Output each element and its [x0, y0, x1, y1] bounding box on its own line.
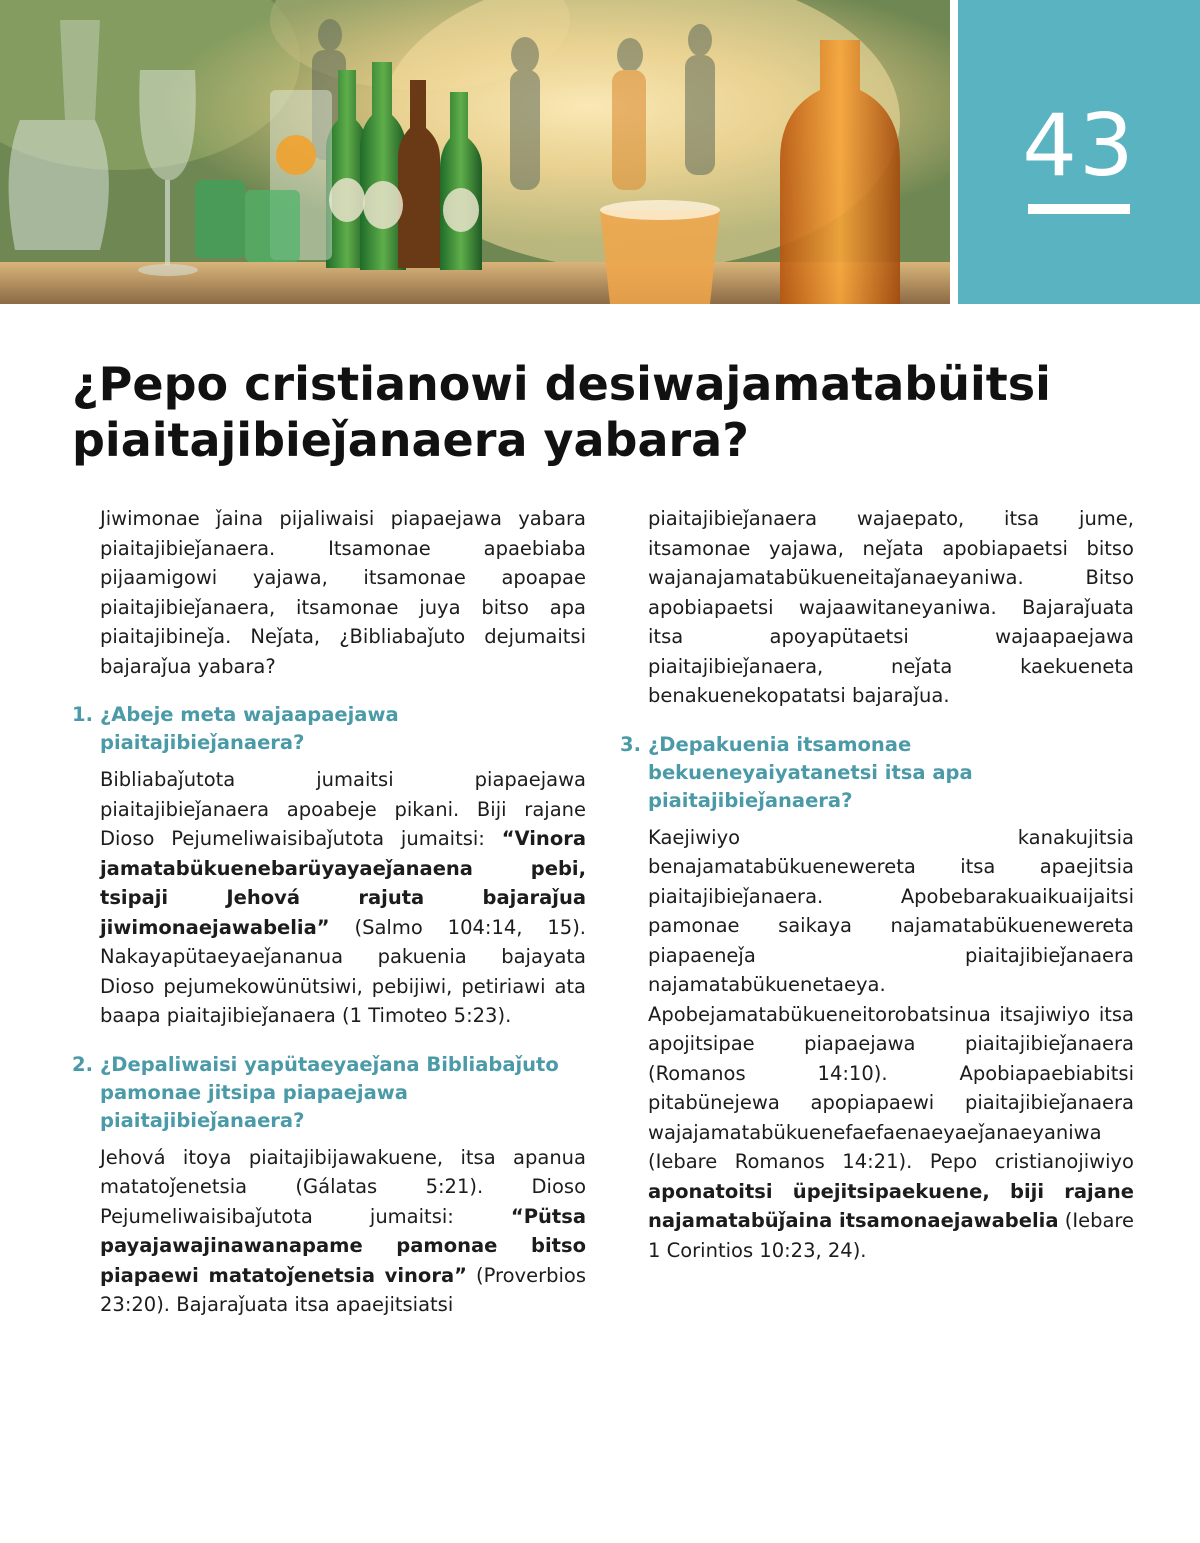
- question-number: 1.: [72, 703, 93, 726]
- key-point: aponatoitsi üpejitsipaekuene, biji rajane najamatabüǰaina itsamonaejawabelia: [648, 1179, 1134, 1232]
- answer-text: (Salmo 104:14, 15). Nakayapütaeyaeǰananua pakuenia bajayata Dioso pejumekowünütsiwi, pebijiwi, petiriawi ata baapa piaitajibieǰanaera (1 Timoteo 5:23).: [100, 915, 586, 1027]
- question-number: 2.: [72, 1052, 93, 1076]
- question-3-heading: [620, 731, 1134, 815]
- answer-text: (Proverbios 23:20). Bajaraǰuata itsa apaejitsiatsi: [100, 1263, 586, 1316]
- intro-paragraph: Jiwimonae ǰaina pijaliwaisi piapaejawa yabara piaitajibieǰanaera. Itsamonae apaebiaba pijaamigowi yajawa, itsamonae apoapae piaitajibieǰanaera, itsamonae juya bitso apa piaitajibineǰa. Neǰata, ¿Bibliabaǰuto dejumaitsi bajaraǰua yabara?: [100, 507, 586, 678]
- answer-text: Kaejiwiyo kanakujitsia benajamatabükuenewereta itsa apaejitsia piaitajibieǰanaera. Apobebarakuaikuaijaitsi pamonae saikaya najamatabükuenewereta piapaeneǰa piaitajibieǰanaera najamatabükuenetaeya. Apobejamatabükueneitorobatsinua itsajiwiyo itsa apojitsipae piapaejawa piaitajibieǰanaera (Romanos 14:10). Apobiapaebiabitsi pitabünejewa apopiapaewi piaitajibieǰanaera wajajamatabükuenefaefaenaeyaeǰanaeyaniwa (Iebare Romanos 14:21). Pepo cristianojiwiyo: [648, 825, 1134, 1173]
- scripture-quote: “Pütsa payajawajinawanapame pamonae bitso piapaewi matatoǰenetsia vinora”: [100, 1204, 586, 1287]
- right-column: [620, 504, 1134, 1285]
- answer-3-paragraph: [648, 823, 1134, 1266]
- lesson-number: 43: [1022, 96, 1136, 196]
- scripture-quote: “Vinora jamatabükuenebarüyayaeǰanaena pebi, tsipaji Jehová rajuta bajaraǰua jiwimonaejawabelia”: [100, 827, 586, 939]
- header-photo: [0, 0, 950, 304]
- question-text: ¿Depaliwaisi yapütaeyaeǰana Bibliabaǰuto pamonae jitsipa piapaejawa piaitajibieǰanaera?: [100, 1052, 559, 1132]
- question-number: 3.: [620, 732, 641, 756]
- answer-1-paragraph: [100, 765, 586, 1031]
- party-drinks-photo: [0, 0, 950, 304]
- left-column: [72, 504, 586, 1340]
- answer-text: Jehová itoya piaitajibijawakuene, itsa apanua matatoǰenetsia (Gálatas 5:21). Dioso Pejumeliwaisibaǰutota jumaitsi:: [100, 1145, 586, 1228]
- lesson-number-underline: [1028, 204, 1130, 214]
- question-1-heading: [72, 701, 586, 757]
- question-text: ¿Abeje meta wajaapaejawa piaitajibieǰanaera?: [100, 703, 399, 754]
- question-text: ¿Depakuenia itsamonae bekueneyaiyatanetsi itsa apa piaitajibieǰanaera?: [648, 732, 973, 812]
- answer-text: Bibliabaǰutota jumaitsi piapaejawa piaitajibieǰanaera apoabeje pikani. Biji rajane Dioso Pejumeliwaisibaǰutota jumaitsi:: [100, 768, 586, 850]
- answer-text: (Iebare 1 Corintios 10:23, 24).: [648, 1209, 1134, 1262]
- lesson-number-tab: [958, 0, 1200, 304]
- answer-2-continued: piaitajibieǰanaera wajaepato, itsa jume, itsamonae yajawa, neǰata apobiapaetsi bitso wajanajamatabükueneitaǰanaeyaniwa. Bitso apobiapaetsi wajaawitaneyaniwa. Bajaraǰuata itsa apoyapütaetsi wajaapaejawa piaitajibieǰanaera, neǰata kaekueneta benakuenekopatatsi bajaraǰua.: [648, 507, 1134, 707]
- page-title: ¿Pepo cristianowi desiwajamatabüitsi piaitajibieǰanaera yabara?: [72, 357, 1051, 467]
- answer-2-paragraph: [100, 1143, 586, 1320]
- question-2-heading: [72, 1051, 586, 1135]
